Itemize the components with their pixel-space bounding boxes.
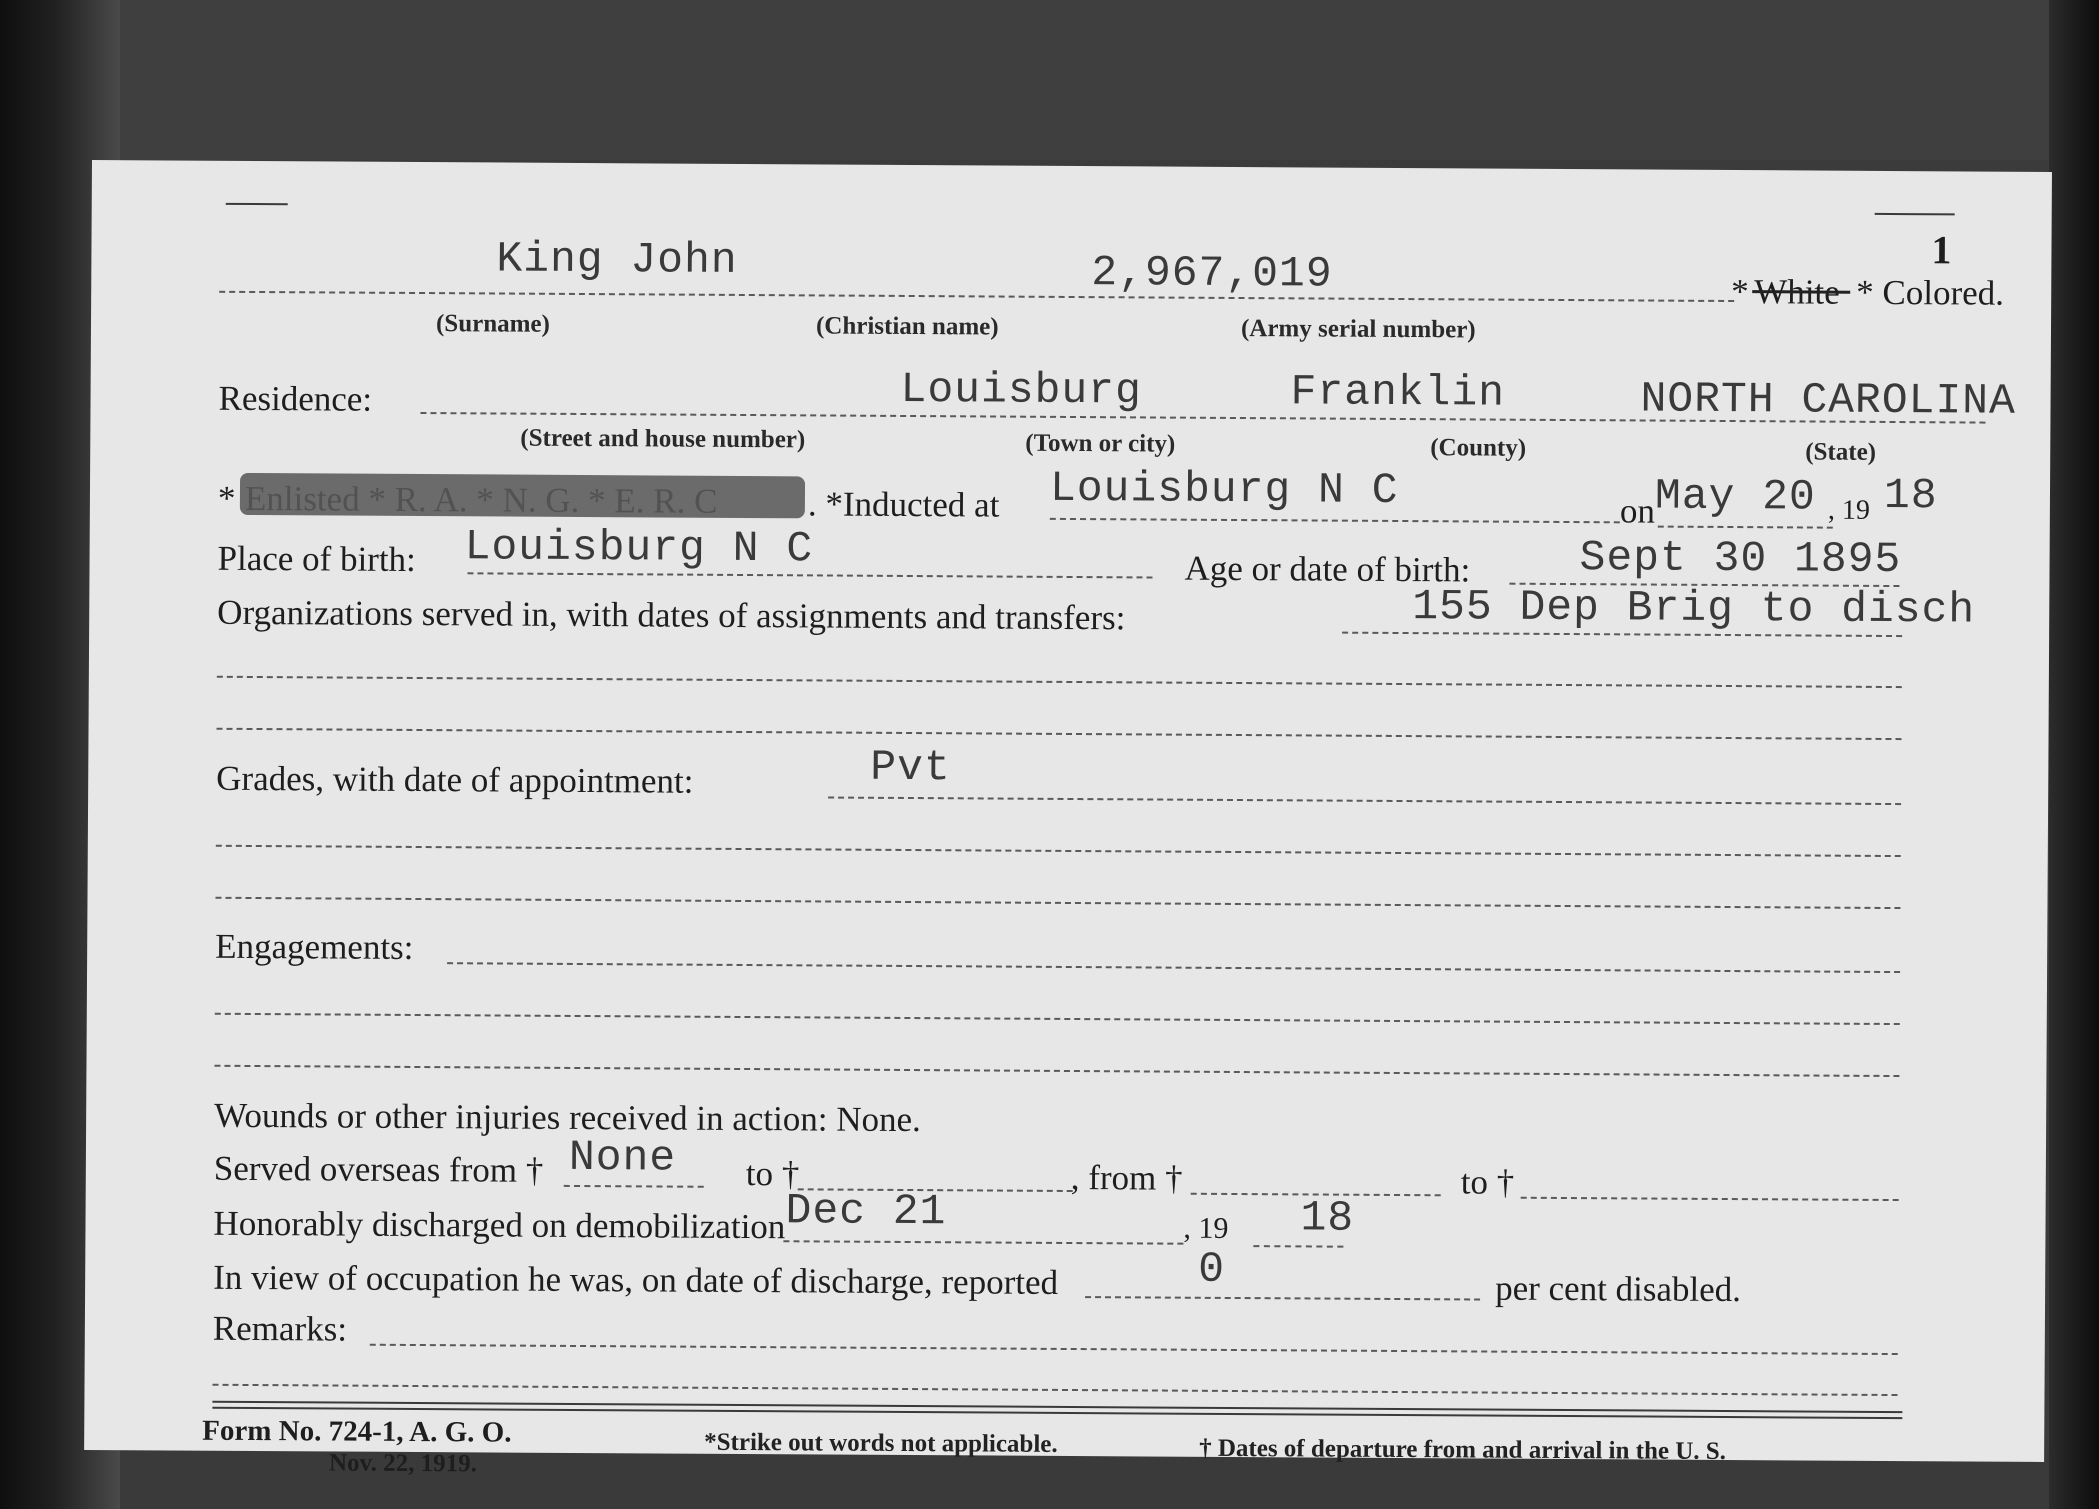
disabled-line xyxy=(1085,1296,1480,1300)
inducted-date-line xyxy=(1658,526,1833,529)
residence-county-typed: Franklin xyxy=(1290,367,1506,418)
overseas-to-line-2 xyxy=(1521,1197,1899,1201)
disabled-label: per cent disabled. xyxy=(1495,1268,1742,1310)
form-number: Form No. 724-1, A. G. O. xyxy=(202,1414,512,1449)
overseas-label: Served overseas from † xyxy=(213,1148,544,1190)
engagements-label: Engagements: xyxy=(215,926,414,967)
grades-line-3 xyxy=(215,897,1900,909)
county-caption: (County) xyxy=(1430,434,1527,462)
name-typed: King John xyxy=(496,234,738,285)
state-caption: (State) xyxy=(1805,438,1877,466)
overseas-to-label-1: to † xyxy=(745,1154,800,1194)
service-record-card xyxy=(84,160,2052,1478)
corner-mark-left xyxy=(226,203,288,205)
discharge-year-typed: 18 xyxy=(1300,1193,1355,1243)
race-colored: * Colored. xyxy=(1856,272,2005,313)
discharge-date-typed: Dec 21 xyxy=(785,1186,947,1237)
occupation-view-label: In view of occupation he was, on date of discharge, reported xyxy=(213,1257,1059,1302)
birthplace-typed: Louisburg N C xyxy=(464,522,814,574)
organizations-line-3 xyxy=(217,728,1902,740)
race-star: * xyxy=(1731,272,1749,312)
wounds-label: Wounds or other injuries received in action: None. xyxy=(214,1095,921,1140)
organizations-line-2 xyxy=(217,676,1902,688)
race-white-strikeout xyxy=(1752,290,1850,294)
enlisted-star: * xyxy=(217,478,236,518)
name-line xyxy=(219,291,1734,302)
form-date: Nov. 22, 1919. xyxy=(328,1449,478,1478)
residence-state-typed: NORTH CAROLINA xyxy=(1640,374,2016,426)
scan-top-border xyxy=(120,0,2049,160)
organizations-typed: 155 Dep Brig to disch xyxy=(1412,582,1976,635)
birthplace-label: Place of birth: xyxy=(217,538,416,579)
grades-typed: Pvt xyxy=(870,742,951,793)
remarks-line-1 xyxy=(370,1344,1898,1355)
street-caption: (Street and house number) xyxy=(520,424,806,454)
engagements-line-3 xyxy=(214,1065,1899,1077)
scan-right-border xyxy=(2049,0,2099,1509)
engagements-line-1 xyxy=(447,962,1900,973)
engagements-line-2 xyxy=(215,1013,1900,1025)
inducted-place-typed: Louisburg N C xyxy=(1049,463,1399,515)
disabled-percent-typed: 0 xyxy=(1198,1244,1226,1294)
serial-caption: (Army serial number) xyxy=(1240,315,1476,344)
residence-town-typed: Louisburg xyxy=(900,364,1143,416)
enlisted-smudge xyxy=(240,473,805,518)
footnote-dates: † Dates of departure from and arrival in the U. S. xyxy=(1199,1434,1727,1466)
overseas-from-line xyxy=(564,1185,704,1188)
grades-label: Grades, with date of appointment: xyxy=(216,758,694,801)
inducted-label: . *Inducted at xyxy=(807,484,1000,525)
remarks-label: Remarks: xyxy=(212,1308,348,1349)
age-label: Age or date of birth: xyxy=(1184,548,1471,590)
discharge-date-line xyxy=(783,1240,1183,1244)
residence-label: Residence: xyxy=(218,378,373,419)
grades-line-1 xyxy=(828,797,1901,806)
town-caption: (Town or city) xyxy=(1025,429,1176,458)
inducted-date-typed: May 20 xyxy=(1654,471,1816,522)
organizations-label: Organizations served in, with dates of assignments and transfers: xyxy=(217,592,1126,638)
inducted-year-typed: 18 xyxy=(1883,470,1938,521)
race-white-struck: White xyxy=(1754,272,1840,312)
card-number: 1 xyxy=(1931,227,1952,273)
inducted-year-prefix: , 19 xyxy=(1827,494,1870,526)
serial-typed: 2,967,019 xyxy=(1091,248,1333,299)
corner-mark-right xyxy=(1875,213,1955,215)
discharged-label: Honorably discharged on demobilization xyxy=(213,1203,786,1247)
footnote-strike-out: *Strike out words not applicable. xyxy=(704,1428,1058,1458)
surname-caption: (Surname) xyxy=(435,310,550,338)
inducted-line xyxy=(1050,518,1620,523)
christian-name-caption: (Christian name) xyxy=(815,312,999,341)
discharge-year-line xyxy=(1253,1245,1343,1248)
overseas-from-typed: None xyxy=(568,1132,677,1183)
on-label: on xyxy=(1619,491,1656,531)
birthdate-typed: Sept 30 1895 xyxy=(1579,533,1902,585)
overseas-from-label: , from † xyxy=(1070,1157,1183,1198)
grades-line-2 xyxy=(216,845,1901,857)
remarks-line-2 xyxy=(213,1384,1898,1396)
discharge-year-prefix: , 19 xyxy=(1183,1211,1229,1245)
overseas-to-label-2: to † xyxy=(1460,1162,1515,1202)
